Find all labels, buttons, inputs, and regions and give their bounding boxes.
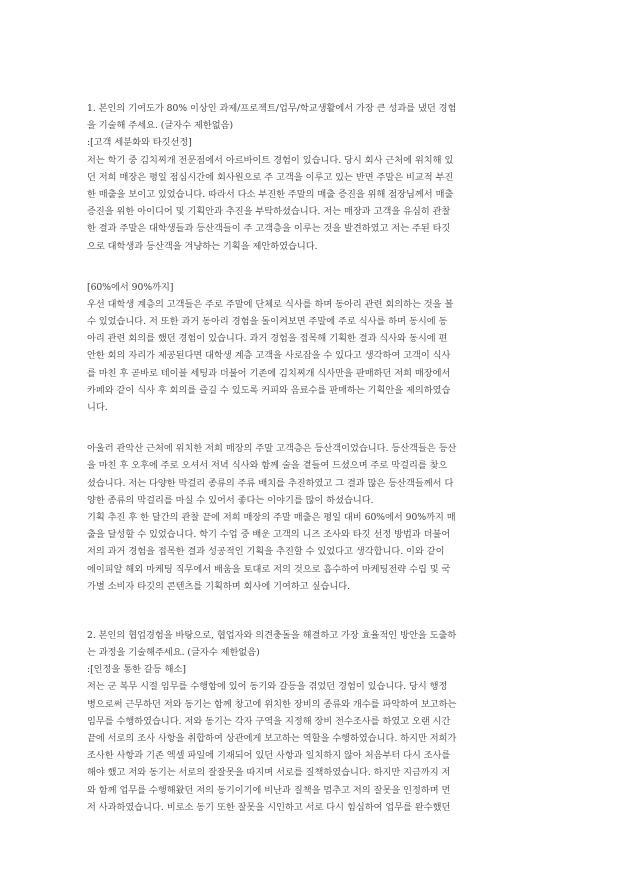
body-line: 와 함께 업무를 수행해왔던 저의 동기이기에 비난과 질책을 멈추고 저의 잘못을 인정하며 먼 xyxy=(87,784,451,796)
body-line: 한 결과 주말은 대학생들과 등산객들이 주 고객층을 이루는 것을 발견하였고 저는 주된 타깃 xyxy=(87,223,451,235)
q1-section2-body xyxy=(87,296,542,416)
body-line: 안한 회의 자리가 제공된다면 대학생 계층 고객을 사로잡을 수 있다고 생각하여 고객이 식사 xyxy=(87,350,451,362)
body-line: 출을 달성할 수 있었습니다. 학기 수업 중 배운 고객의 니즈 조사와 타깃 선정 방법과 더불어 xyxy=(87,529,451,541)
q1-section1-title xyxy=(87,134,542,151)
q1-section1-body xyxy=(87,152,542,255)
body-line: 카페와 같이 식사 후 회의를 즐길 수 있도록 커피와 음료수를 판매하는 기획안을 제의하였습 xyxy=(87,384,451,396)
body-line: 을 마친 후 오후에 주로 오셔서 저녁 식사와 함께 술을 곁들여 드셨으며 주로 막걸리를 찾으 xyxy=(87,460,448,472)
body-line: 끝에 서로의 조사 사항을 취합하여 상관에게 보고하는 역할을 수행하였습니다. 하지만 저희가 xyxy=(87,733,457,744)
q2-section1-title xyxy=(87,661,542,678)
body-line: 임무를 수행하였습니다. 저와 동기는 각자 구역을 지정해 장비 전수조사를 하였고 오랜 시간 xyxy=(87,715,451,727)
body-line: 아리 관련 회의를 했던 경험이 있습니다. 과거 경험을 접목해 기획한 결과 식사와 동시에 편 xyxy=(87,333,448,345)
body-line: 해야 했고 저와 동기는 서로의 잘잘못을 따지며 서로를 질책하였습니다. 하지만 지금까지 저 xyxy=(87,767,451,779)
body-line: 양한 종류의 막걸리를 마실 수 있어서 좋다는 이야기를 많이 하셨습니다. xyxy=(87,494,374,506)
body-line: 한 매출을 보이고 있었습니다. 따라서 다소 부진한 주말의 매출 증진을 위해 점장님께서 매출 xyxy=(87,188,454,200)
body-line: 기획 추진 후 한 달간의 관찰 끝에 저희 매장의 주말 매출은 평일 대비 60%에서 90%까지 매 xyxy=(87,511,456,523)
body-line: 우선 대학생 계층의 고객들은 주로 주말에 단체로 식사를 하며 동아리 관련 회의하는 것을 볼 xyxy=(87,298,454,310)
q1-question xyxy=(87,100,542,134)
body-line: 를 마친 후 곧바로 테이블 세팅과 더불어 기존에 김치찌개 식사만을 판매하던 저희 매장에서 xyxy=(87,367,451,379)
q1-question-line: 을 기술해 주세요. (글자수 제한없음) xyxy=(87,120,234,132)
q2-question xyxy=(87,627,542,661)
section-title: :[고객 세분화와 타깃선정] xyxy=(87,137,192,149)
body-line: 에이피알 해외 마케팅 직무에서 배움을 토대로 저의 것으로 흡수하여 마케팅전략 수립 및 국 xyxy=(87,563,451,575)
body-line: 저는 군 복무 시절 임무를 수행함에 있어 동기와 갈등을 겪었던 경험이 있습니다. 당시 행정 xyxy=(87,681,448,693)
document-page xyxy=(87,100,542,816)
body-line: 던 저희 매장은 평일 점심시간에 회사원으로 주 고객을 이루고 있는 반면 주말은 비교적 부진 xyxy=(87,171,454,183)
q2-question-line: 는 과정을 기술해주세요. (글자수 제한없음) xyxy=(87,647,260,659)
q1-section3-body xyxy=(87,440,542,595)
body-line: 으로 대학생과 등산객을 겨냥하는 기획을 제안하였습니다. xyxy=(87,240,318,252)
body-line: 저 사과하였습니다. 비로소 동기 또한 잘못을 시인하고 서로 다시 힘심하여 업무를 완수했던 xyxy=(87,801,451,813)
body-line: 저는 학기 중 김치찌개 전문점에서 아르바이트 경험이 있습니다. 당시 회사 근처에 위치해 있 xyxy=(87,154,454,166)
body-line: 조사한 사항과 기존 엑셀 파일에 기재되어 있던 사항과 일치하지 않아 처음부터 다시 조사를 xyxy=(87,750,451,762)
body-line: 증진을 위한 아이디어 및 기획안과 추진을 부탁하셨습니다. 저는 매장과 고객을 유심히 관찰 xyxy=(87,206,451,218)
body-line: 가별 소비자 타깃의 콘텐츠를 기획하며 회사에 기여하고 싶습니다. xyxy=(87,580,350,592)
q1-question-line: 1. 본인의 기여도가 80% 이상인 과제/프로젝트/업무/학교생활에서 가장 큰 성과를 냈던 경험 xyxy=(87,103,457,114)
body-line: 아울러 관악산 근처에 위치한 저희 매장의 주말 고객층은 등산객이었습니다. 등산객들은 등산 xyxy=(87,443,457,455)
body-line: 병으로써 근무하던 저와 동기는 함께 창고에 위치한 장비의 종류와 개수를 파악하여 보고하는 xyxy=(87,698,457,710)
body-line: 니다. xyxy=(87,402,108,413)
section-title: [60%에서 90%까지] xyxy=(87,281,174,293)
body-line: 저의 과거 경험을 접목한 결과 성공적인 기획을 추진할 수 있었다고 생각합니다. 이와 같이 xyxy=(87,546,445,558)
q1-section2-title xyxy=(87,279,542,296)
body-line: 셨습니다. 저는 다양한 막걸리 종류의 주류 배치를 추진하였고 그 결과 많은 등산객들께서 다 xyxy=(87,477,454,489)
q2-section1-body xyxy=(87,678,542,816)
body-line: 수 있었습니다. 저 또한 과거 동아리 경험을 돌이켜보면 주말에 주로 식사를 하며 동시에 동 xyxy=(87,316,448,328)
section-title: :[인정을 통한 갈등 해소] xyxy=(87,664,186,676)
q2-question-line: 2. 본인의 협업경험을 바탕으로, 협업자와 의견충돌을 해결하고 가장 효율적인 방안을 도출하 xyxy=(87,629,457,641)
